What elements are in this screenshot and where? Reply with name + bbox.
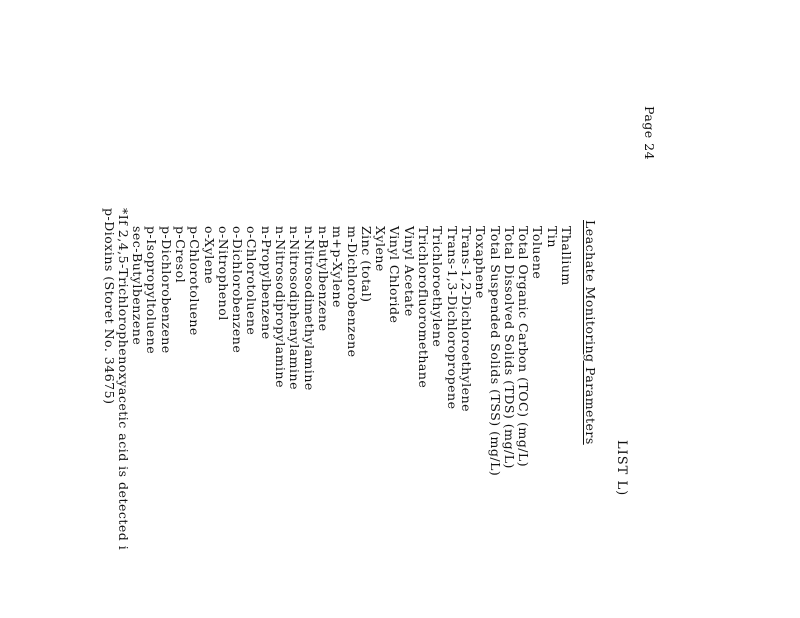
list-item: Thallium [559, 226, 574, 286]
list-item: Xylene [373, 226, 389, 272]
list-item: Toluene [530, 226, 546, 280]
list-item: Total Organic Carbon (TOC) (mg/L) [516, 226, 532, 468]
list-item: p-Chlorotoluene [187, 226, 203, 336]
list-item: Trans-1,2-Dichloroethylene [458, 226, 474, 413]
list-item: Total Dissolved Solids (TDS) (mg/L) [501, 226, 517, 469]
list-item: Trichlorofluoromethane [416, 226, 432, 389]
list-item: Tin [544, 226, 560, 248]
list-item: n-Nitrosodipropylamine [273, 226, 289, 388]
list-item: p-Dichlorobenzene [158, 226, 174, 354]
list-item: p-Isopropyltoluene [144, 226, 160, 355]
list-item: m-Dichlorobenzene [344, 226, 360, 358]
list-item: o-Chlorotoluene [244, 226, 260, 336]
list-item: o-Dichlorobenzene [230, 226, 246, 354]
list-title: LIST L) [614, 440, 629, 497]
list-item: m+p-Xylene [330, 226, 346, 308]
list-item: o-Nitrophenol [215, 226, 231, 321]
list-item: n-Butylbenzene [315, 226, 331, 332]
list-item: Zinc (total) [358, 226, 374, 303]
list-item: n-Nitrosodiphenylamine [287, 226, 303, 390]
parameter-list [130, 226, 573, 476]
list-item: Vinyl Acetate [401, 226, 417, 317]
list-item: o-Xylene [201, 226, 217, 285]
list-item: Trichloroethylene [430, 226, 446, 348]
list-item: p-Cresol [172, 226, 188, 284]
list-item: Total Suspended Solids (TSS) (mg/L) [487, 226, 503, 477]
list-item: Trans-1,3-Dichloropropene [444, 226, 460, 410]
list-item: sec-Butylbenzene [130, 226, 146, 346]
list-heading: Leachate Monitoring Parameters [583, 220, 598, 445]
list-item: Vinyl Chloride [387, 226, 403, 324]
footnote-line-2: p-Dioxins (Storet No. 34675) [102, 208, 117, 405]
list-item: n-Propylbenzene [258, 226, 274, 340]
list-item: Toxaphene [473, 226, 489, 299]
footnote-line-1: *If 2,4,5-Trichlorophenoxyacetic acid is detected i [116, 208, 131, 551]
page-number: Page 24 [642, 106, 657, 161]
list-item: n-Nitrosodimethylamine [301, 226, 317, 391]
footnote [102, 208, 130, 550]
